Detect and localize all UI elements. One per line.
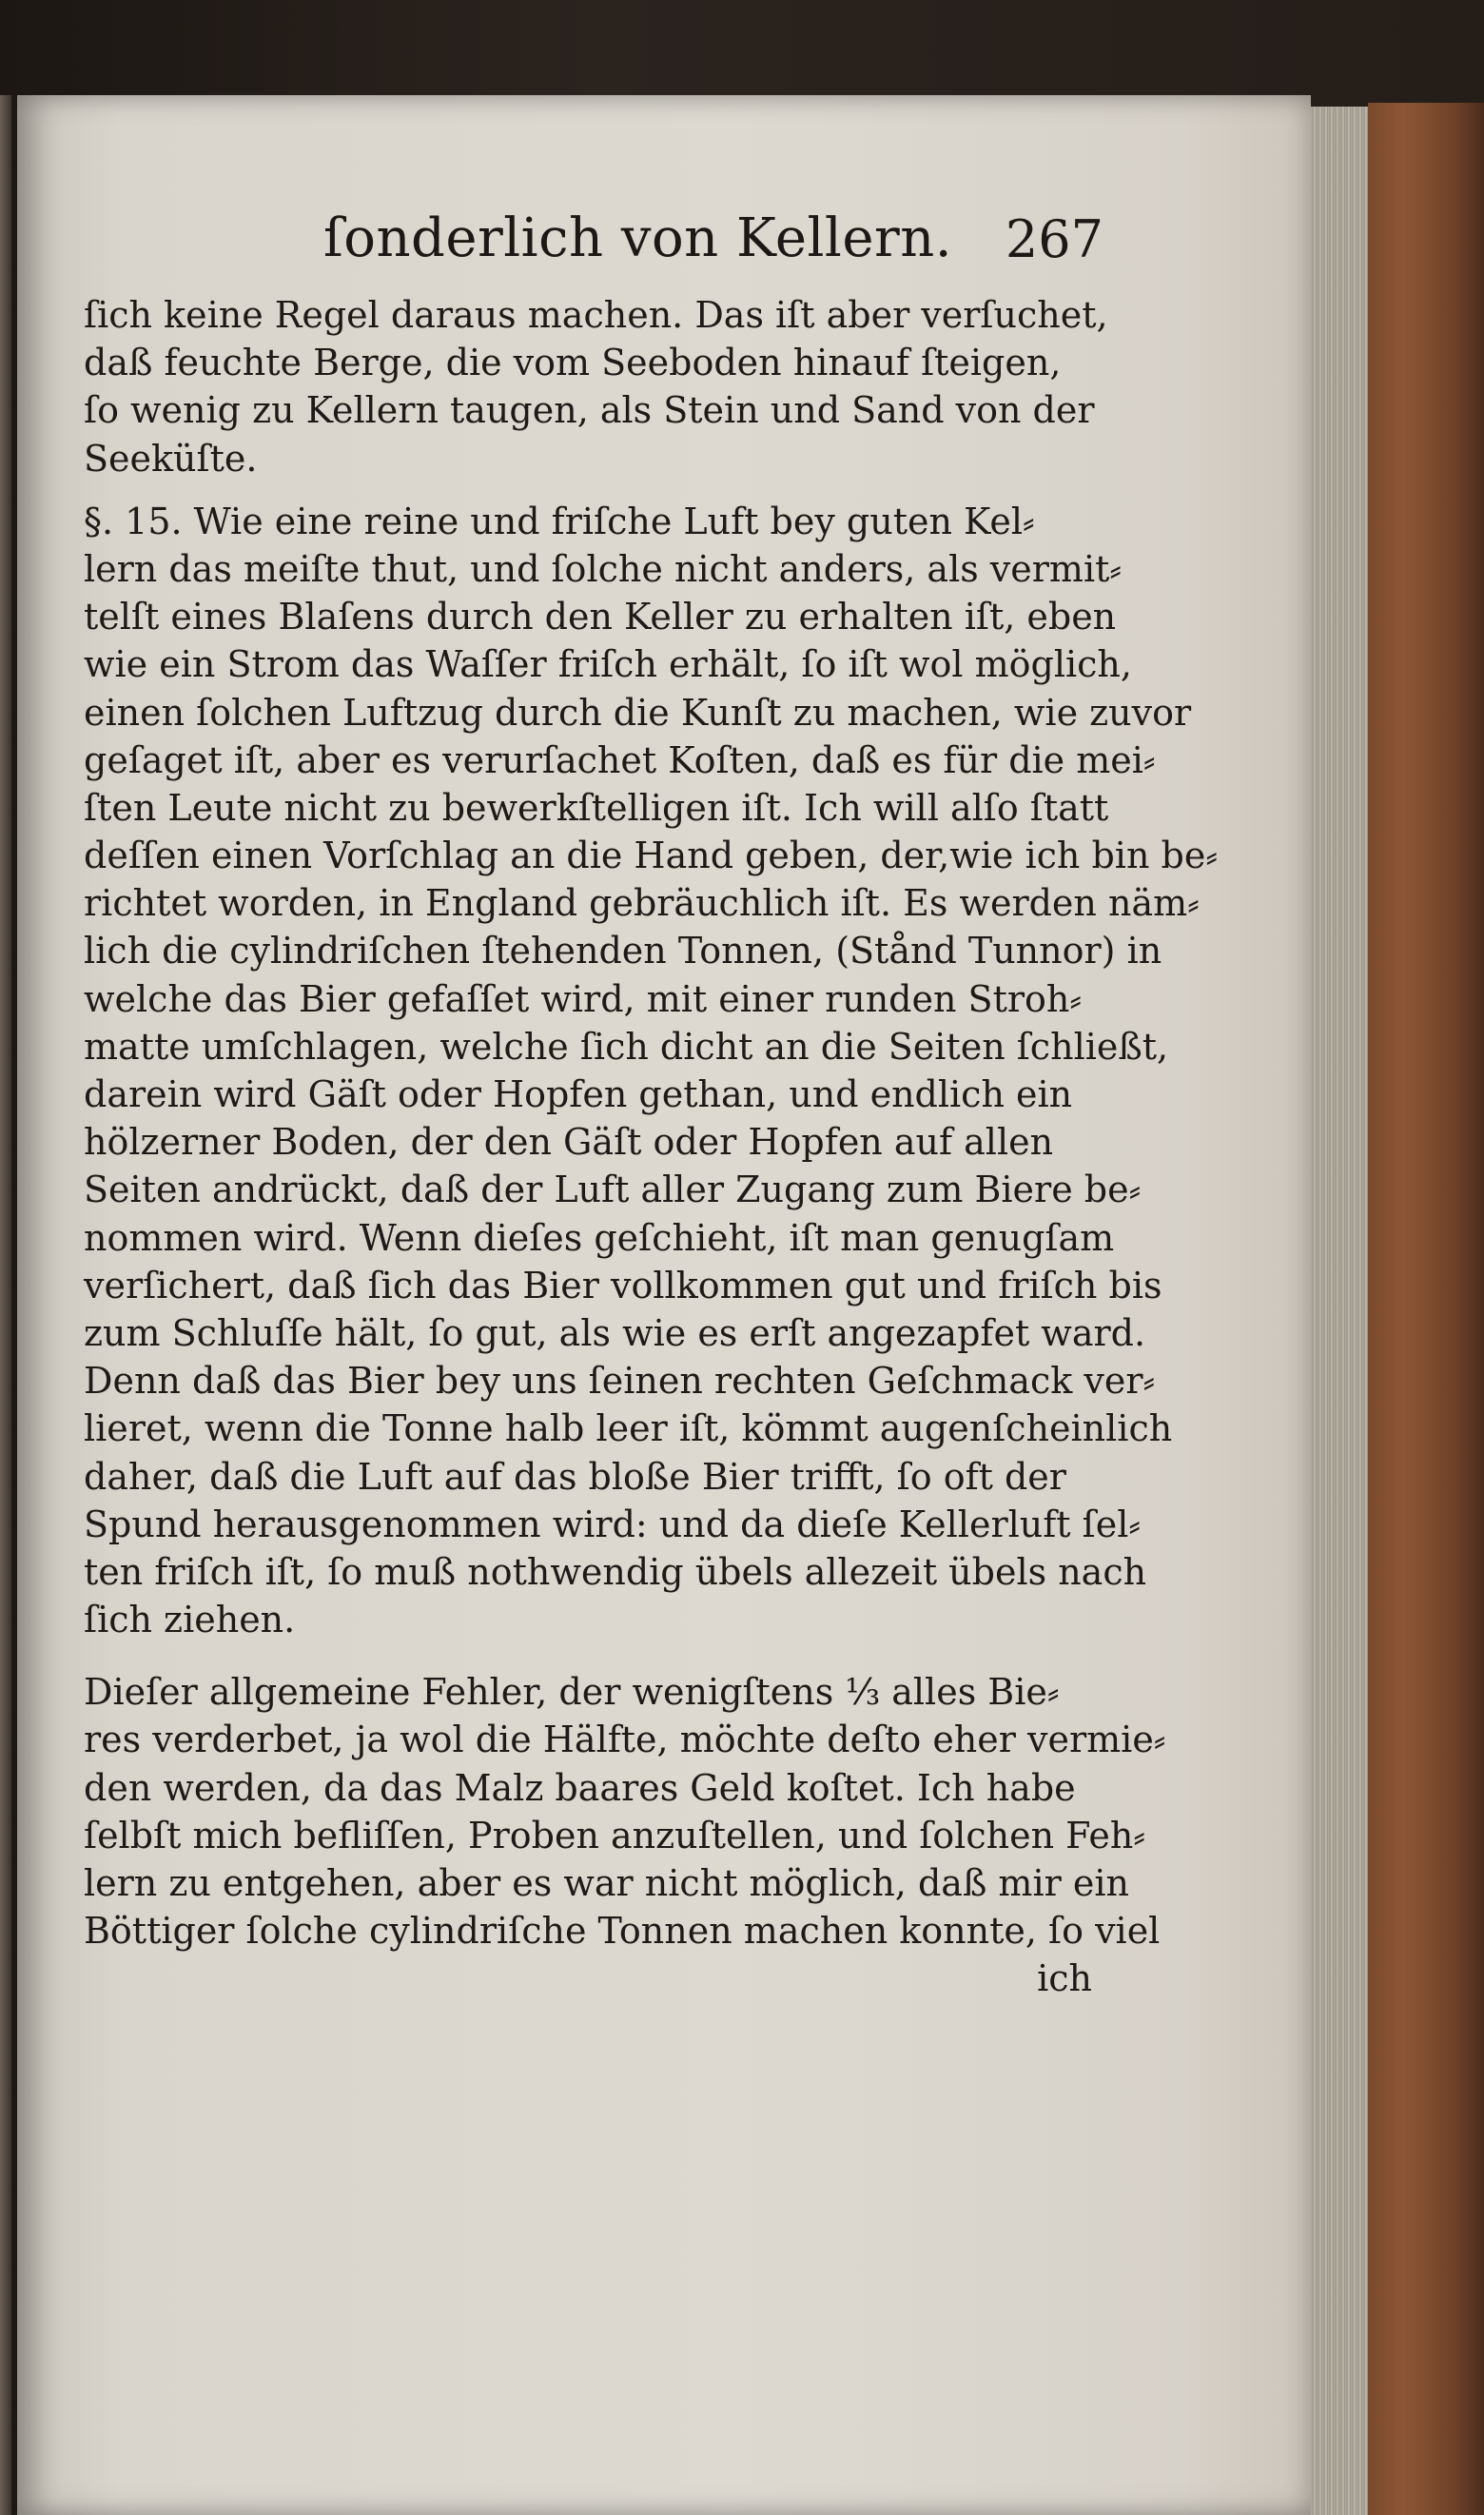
text-line: geſaget iſt, aber es verurſachet Koſten, daß es für die mei⸗: [84, 738, 1156, 781]
text-line: den werden, da das Malz baares Geld koſtet. Ich habe: [84, 1766, 1076, 1809]
text-line: Spund herausgenommen wird: und da dieſe Kellerluft ſel⸗: [84, 1503, 1142, 1545]
text-line: lern das meiſte thut, und ſolche nicht anders, als vermit⸗: [84, 547, 1123, 590]
text-line: hölzerner Boden, der den Gäſt oder Hopfen auf allen: [84, 1121, 1054, 1164]
page-number: 267: [1005, 209, 1103, 269]
text-line: Dieſer allgemeine Fehler, der wenigſtens ⅓ alles Bie⸗: [84, 1671, 1060, 1714]
text-line: Seeküſte.: [84, 437, 258, 480]
text-line: zum Schluſſe hält, ſo gut, als wie es erſt angezapfet ward.: [84, 1311, 1146, 1354]
text-line: einen ſolchen Luftzug durch die Kunſt zu machen, wie zuvor: [84, 691, 1192, 734]
text-line: darein wird Gäſt oder Hopfen gethan, und endlich ein: [84, 1073, 1073, 1115]
facing-page-edge: [0, 95, 11, 2515]
book-cover: [1368, 103, 1484, 2515]
text-line: lieret, wenn die Tonne halb leer iſt, kömmt augenſcheinlich: [84, 1407, 1173, 1450]
text-line: telſt eines Blaſens durch den Keller zu erhalten iſt, eben: [84, 596, 1117, 639]
text-line: ſich ziehen.: [84, 1599, 296, 1641]
body-text: [84, 291, 1218, 2003]
text-line: wie ein Strom das Waſſer friſch erhält, ſo iſt wol möglich,: [84, 643, 1132, 686]
text-line: ten friſch iſt, ſo muß nothwendig übels allezeit übels nach: [84, 1550, 1147, 1593]
text-line: verſichert, daß ſich das Bier vollkommen gut und friſch bis: [84, 1264, 1162, 1307]
text-line: matte umſchlagen, welche ſich dicht an die Seiten ſchließt,: [84, 1025, 1169, 1068]
text-line: ſten Leute nicht zu bewerkſtelligen iſt. Ich will alſo ſtatt: [84, 786, 1109, 829]
text-line: nommen wird. Wenn dieſes geſchieht, iſt man genugſam: [84, 1216, 1115, 1259]
text-line: res verderbet, ja wol die Hälfte, möchte deſto eher vermie⸗: [84, 1719, 1166, 1761]
catchword: ich: [1037, 1957, 1092, 2000]
text-line: deſſen einen Vorſchlag an die Hand geben, der,wie ich bin be⸗: [84, 835, 1218, 877]
text-line: welche das Bier gefaſſet wird, mit einer runden Stroh⸗: [84, 977, 1083, 1020]
text-line: Böttiger ſolche cylindriſche Tonnen machen konnte, ſo viel: [84, 1910, 1161, 1953]
text-line: daher, daß die Luft auf das bloße Bier trifft, ſo oft der: [84, 1455, 1066, 1498]
text-line: ſo wenig zu Kellern taugen, als Stein und Sand von der: [84, 389, 1095, 432]
text-line: lich die cylindriſchen ſtehenden Tonnen, (Stånd Tunnor) in: [84, 930, 1162, 973]
text-line: ſelbſt mich befliſſen, Proben anzuſtellen, und ſolchen Feh⸗: [84, 1814, 1146, 1857]
text-line: richtet worden, in England gebräuchlich iſt. Es werden näm⸗: [84, 882, 1200, 925]
text-line: Denn daß das Bier bey uns ſeinen rechten Geſchmack ver⸗: [84, 1360, 1156, 1403]
text-line: Seiten andrückt, daß der Luft aller Zugang zum Biere be⸗: [84, 1169, 1142, 1211]
page-edges: [1311, 107, 1368, 2515]
running-title: ſonderlich von Kellern.: [323, 207, 953, 269]
text-line: §. 15. Wie eine reine und friſche Luft bey guten Kel⸗: [84, 500, 1035, 542]
text-line: ſich keine Regel daraus machen. Das iſt aber verſuchet,: [84, 294, 1108, 336]
text-line: daß feuchte Berge, die vom Seeboden hinauf ſteigen,: [84, 342, 1062, 384]
page-header: [323, 207, 1103, 284]
text-line: lern zu entgehen, aber es war nicht möglich, daß mir ein: [84, 1862, 1129, 1904]
